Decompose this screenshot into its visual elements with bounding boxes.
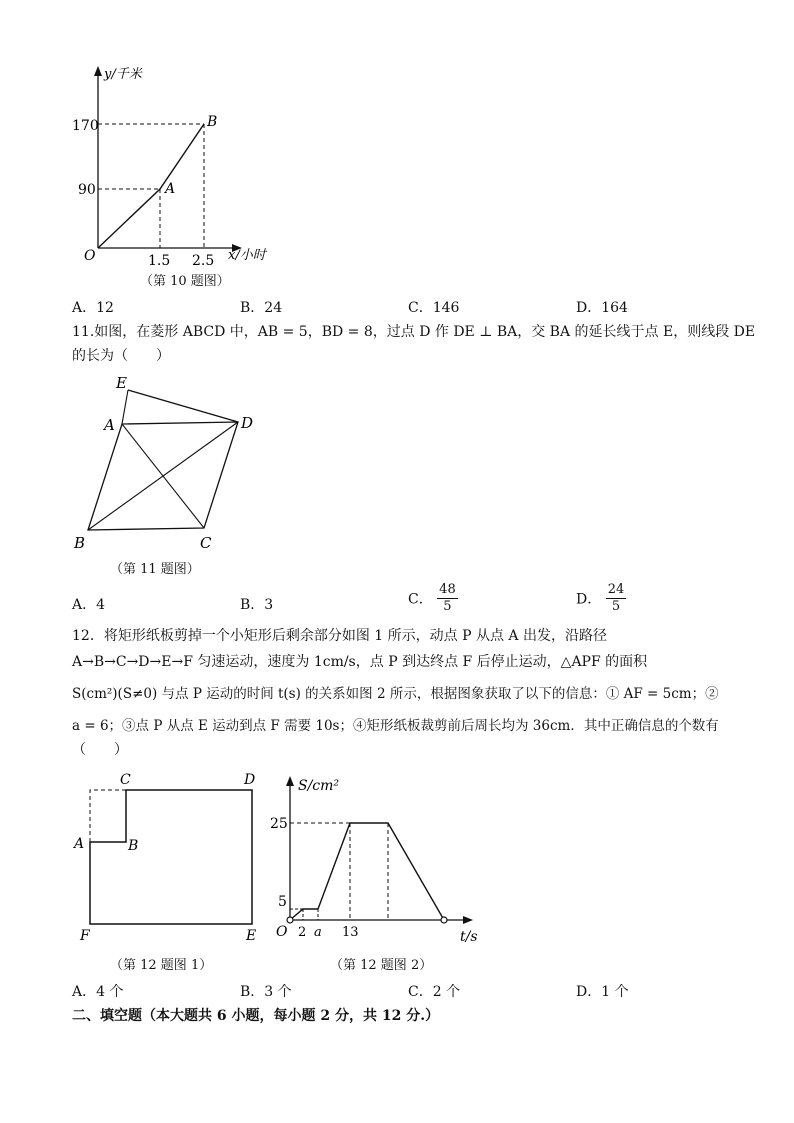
q12-stem-line1: 12．将矩形纸板剪掉一个小矩形后剩余部分如图 1 所示，动点 P 从点 A 出发，沿路径 [72,628,607,644]
svg-text:B: B [128,838,139,854]
svg-text:D: D [241,414,254,432]
q12-figure-1 [70,768,270,948]
q11-caption: （第 11 题图） [110,562,200,577]
q12-stem-line4: a = 6；③点 P 从点 E 运动到点 F 需要 10s；④矩形纸板裁剪前后周长均为 36cm．其中正确信息的个数有 [72,718,719,734]
q11-option-c[interactable]: C． $\frac{48}{5}$ [408,582,456,614]
q11-segment-de [128,390,238,422]
q12-fig1-caption: （第 12 题图 1） [110,958,213,973]
q12-cut-corner-dashed [90,790,126,842]
q12-option-a[interactable]: A．4 个 [72,984,124,1000]
q10-option-d[interactable]: D．164 [576,300,628,316]
q12-option-b[interactable]: B．3 个 [240,984,292,1000]
q10-graph [72,60,303,269]
q12-stem-line3: S(cm²)(S≠0) 与点 P 运动的时间 t(s) 的关系如图 2 所示，根据图象获取了以下的信息：① AF = 5cm；② [72,686,719,702]
svg-text:A: A [104,416,115,434]
q12-fig2-function-line [290,823,444,920]
q10-point-a: A [165,181,176,197]
q12-cut-shape [90,790,252,924]
q10-y-label: y/千米 [104,67,142,82]
q12-fig2-open-point-end [441,917,447,923]
q10-y-tick-90: 90 [78,182,96,198]
svg-text:O: O [276,924,288,940]
q10-option-b[interactable]: B．24 [240,300,283,316]
q10-y-tick-170: 170 [72,118,99,134]
q12-stem-line5: （ ） [72,742,128,758]
svg-text:E: E [246,928,257,944]
q10-point-b: B [207,114,218,130]
svg-text:t/s: t/s [460,929,478,945]
svg-text:B: B [74,534,86,552]
svg-text:C: C [120,772,131,788]
q12-option-d[interactable]: D．1 个 [576,984,629,1000]
svg-text:13: 13 [342,925,359,940]
q11-option-b[interactable]: B．3 [240,597,274,613]
svg-text:25: 25 [270,816,288,832]
q10-y-arrow [94,66,102,76]
q11-diagonal-ac [122,424,204,528]
svg-text:a: a [314,925,322,940]
q10-x-label: x/小时 [228,248,266,263]
q10-x-tick-1.5: 1.5 [148,253,171,269]
q12-stem-line2: A→B→C→D→E→F 匀速运动，速度为 1cm/s，点 P 到达终点 F 后停止运动，△APF 的面积 [72,654,648,670]
svg-text:5: 5 [278,894,287,910]
svg-text:E: E [116,374,127,392]
svg-text:D: D [244,772,256,788]
q11-stem-line1: 11.如图，在菱形 ABCD 中，AB = 5，BD = 8，过点 D 作 DE ⊥ BA，交 BA 的延长线于点 E，则线段 DE [72,324,756,340]
q12-option-c[interactable]: C．2 个 [408,984,461,1000]
q10-caption: （第 10 题图） [140,274,230,289]
q10-x-tick-2.5: 2.5 [192,253,215,269]
q11-option-d[interactable]: D． $\frac{24}{5}$ [576,582,625,614]
svg-text:2: 2 [298,925,307,940]
svg-text:A: A [74,836,85,852]
svg-text:F: F [80,928,90,944]
q10-function-line [98,124,204,248]
section-2-title: 二、填空题（本大题共 6 小题，每小题 2 分，共 12 分.） [72,1008,440,1024]
q11-option-a[interactable]: A．4 [72,597,106,613]
svg-text:C: C [200,534,212,552]
q12-figure-2 [268,768,483,948]
q12-fig2-open-point-start [287,917,293,923]
q12-fig2-caption: （第 12 题图 2） [330,958,433,973]
q10-option-a[interactable]: A．12 [72,300,114,316]
q11-stem-line2: 的长为（ ） [72,348,170,364]
q11-extension-ae [122,390,128,424]
svg-text:S/cm²: S/cm² [298,778,340,794]
q11-rhombus-figure [70,370,270,560]
q10-option-c[interactable]: C．146 [408,300,460,316]
q10-origin: O [84,248,96,264]
